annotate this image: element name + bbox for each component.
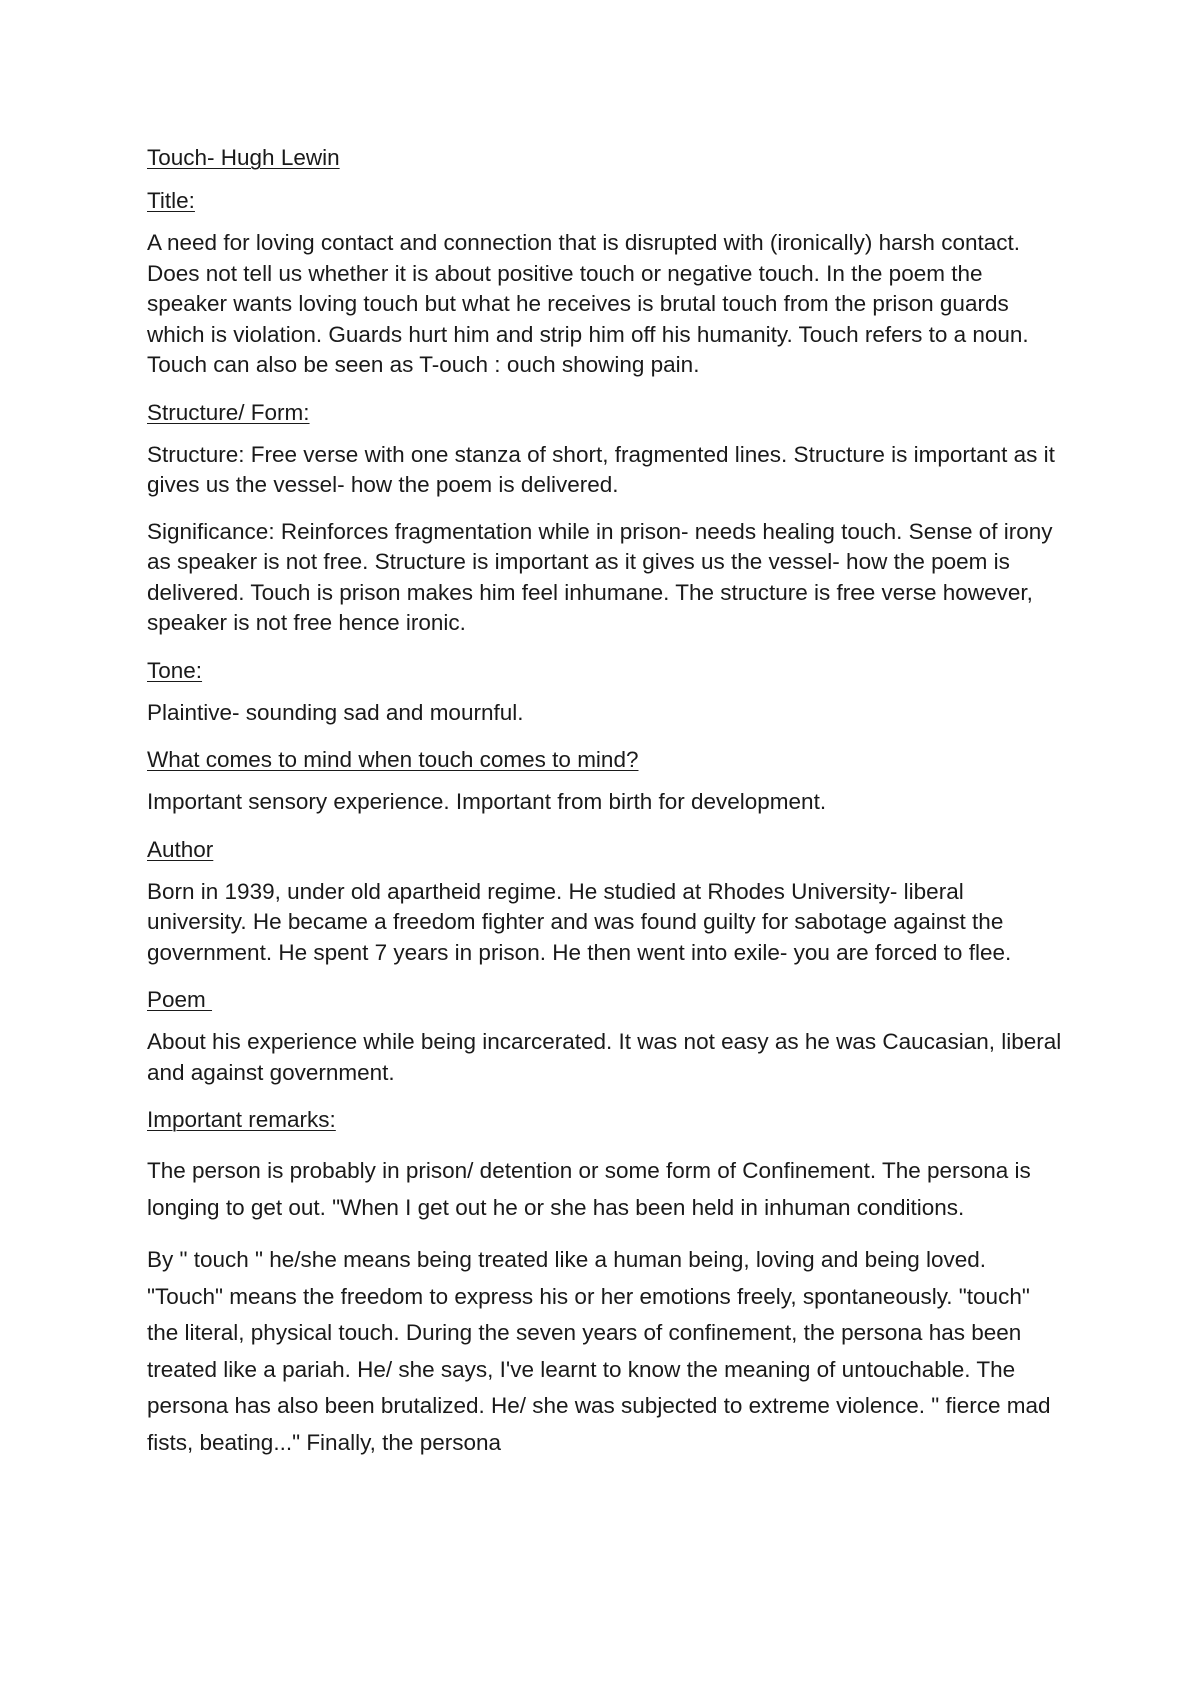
tone-heading: Tone: — [147, 657, 203, 683]
remarks-heading: Important remarks: — [147, 1107, 336, 1132]
tone-paragraph: Plaintive- sounding sad and mournful. — [147, 699, 524, 725]
author-paragraph: Born in 1939, under old apartheid regime. He studied at Rhodes University- liberal university. He became a freedom fighter and was found guilty for sabotage against the government. He spent 7 years in prison. He then went into exile- you are forced to flee. — [147, 878, 1012, 965]
remarks-paragraph-1: The person is probably in prison/ detention or some form of Confinement. The persona is longing to get out. "When I get out he or she has been held in inhuman conditions. — [147, 1158, 1031, 1220]
document-title: Touch- Hugh Lewin — [147, 145, 340, 170]
remarks-paragraph-2: By " touch " he/she means being treated like a human being, loving and being loved. "Touch" means the freedom to express his or her emotions freely, spontaneously. "touch" the literal, physical touch. During the seven years of confinement, the persona has been treated like a pariah. He/ she says, I've learnt to know the meaning of untouchable. The persona has also been brutalized. He/ she was subjected to extreme violence. " fierce mad fists, beating..." Finally, the persona — [147, 1247, 1051, 1455]
mind-heading: What comes to mind when touch comes to mind? — [147, 747, 639, 772]
structure-paragraph: Structure: Free verse with one stanza of short, fragmented lines. Structure is important as it gives us the vessel- how the poem is delivered. — [147, 441, 1055, 497]
title-heading: Title: — [147, 188, 195, 213]
title-paragraph: A need for loving contact and connection that is disrupted with (ironically) harsh contact. Does not tell us whether it is about positive touch or negative touch. In the poem the speaker wants loving touch but what he receives is brutal touch from the prison guards which is violation. Guards hurt him and strip him off his humanity. Touch refers to a noun. Touch can also be seen as T-ouch : ouch showing pain. — [147, 230, 1029, 377]
poem-heading: Poem — [147, 987, 213, 1012]
author-heading: Author — [147, 836, 214, 862]
mind-paragraph: Important sensory experience. Important from birth for development. — [147, 789, 827, 814]
poem-paragraph: About his experience while being incarcerated. It was not easy as he was Caucasian, liberal and against government. — [147, 1029, 1062, 1085]
structure-heading: Structure/ Form: — [147, 399, 310, 425]
document-page — [147, 142, 1067, 1477]
significance-paragraph: Significance: Reinforces fragmentation while in prison- needs healing touch. Sense of irony as speaker is not free. Structure is important as it gives us the vessel- how the poem is delivered. Touch is prison makes him feel inhumane. The structure is free verse however, speaker is not free hence ironic. — [147, 518, 1053, 635]
